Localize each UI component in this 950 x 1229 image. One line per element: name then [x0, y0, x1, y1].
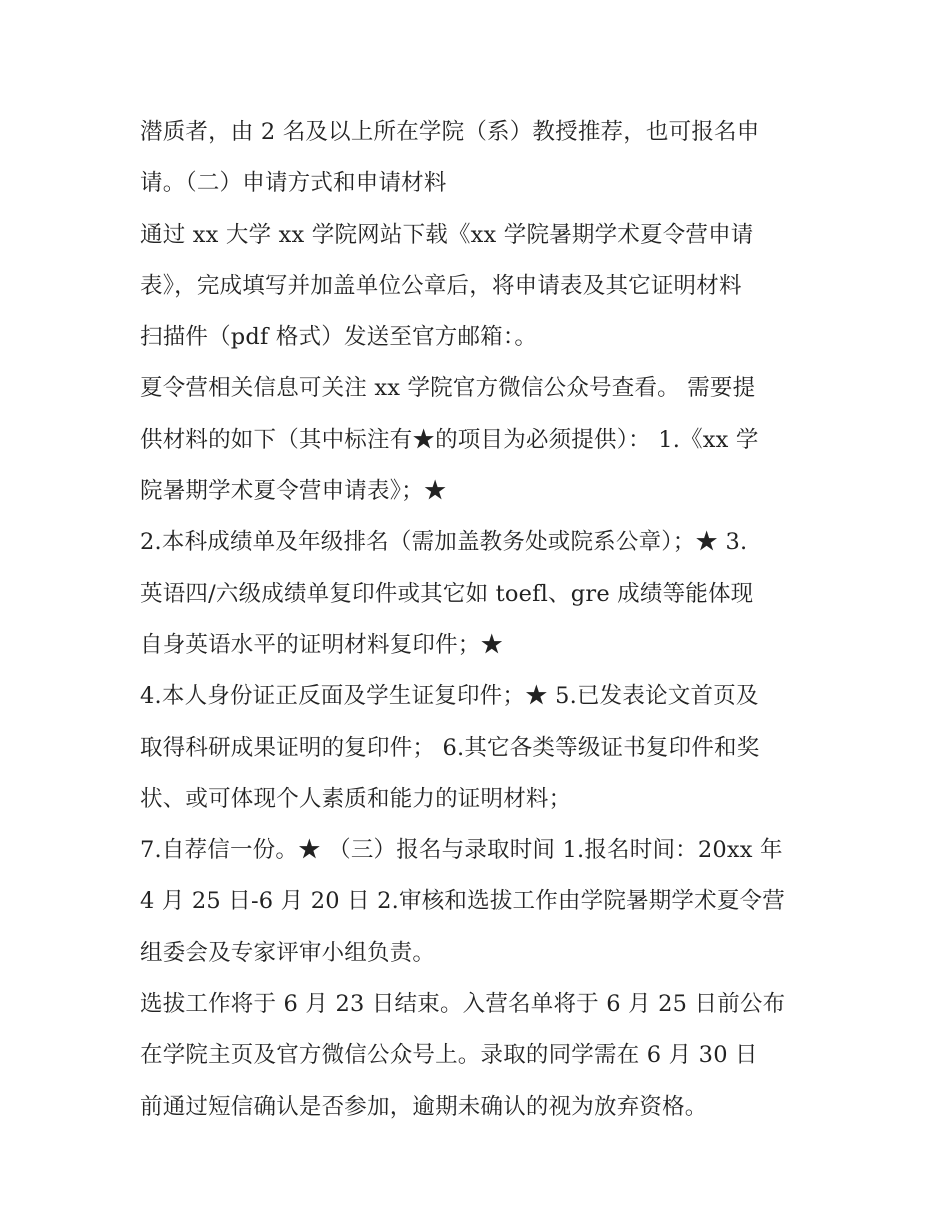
text-line: 夏令营相关信息可关注 xx 学院官方微信公众号查看。 需要提 — [140, 375, 756, 402]
text-line: 选拔工作将于 6 月 23 日结束。入营名单将于 6 月 25 日前公布 — [140, 991, 786, 1018]
text-line: 7.自荐信一份。★ （三）报名与录取时间 1.报名时间：20xx 年 — [140, 837, 783, 864]
text-line: 前通过短信确认是否参加，逾期未确认的视为放弃资格。 — [140, 1093, 708, 1120]
text-line: 供材料的如下（其中标注有★的项目为必须提供）： 1.《xx 学 — [140, 426, 759, 453]
text-line: 扫描件（pdf 格式）发送至官方邮箱：。 — [140, 324, 538, 351]
text-line: 院暑期学术夏令营申请表》；★ — [140, 478, 447, 505]
document-body — [140, 107, 830, 1133]
text-line: 状、或可体现个人素质和能力的证明材料； — [140, 785, 572, 812]
text-line: 潜质者，由 2 名及以上所在学院（系）教授推荐，也可报名申 — [140, 119, 760, 145]
text-line: 4 月 25 日-6 月 20 日 2.审核和选拔工作由学院暑期学术夏令营 — [140, 888, 785, 915]
text-line: 组委会及专家评审小组负责。 — [140, 939, 436, 966]
text-line: 自身英语水平的证明材料复印件；★ — [140, 631, 504, 658]
text-line: 通过 xx 大学 xx 学院网站下载《xx 学院暑期学术夏令营申请 — [140, 221, 754, 248]
text-line: 在学院主页及官方微信公众号上。录取的同学需在 6 月 30 日 — [140, 1042, 758, 1069]
text-line: 英语四/六级成绩单复印件或其它如 toefl、gre 成绩等能体现 — [140, 580, 754, 607]
text-line: 2.本科成绩单及年级排名（需加盖教务处或院系公章）；★ 3. — [140, 529, 748, 556]
text-line: 取得科研成果证明的复印件； 6.其它各类等级证书复印件和奖 — [140, 734, 760, 761]
text-line: 表》，完成填写并加盖单位公章后，将申请表及其它证明材料 — [140, 272, 742, 299]
text-line: 4.本人身份证正反面及学生证复印件；★ 5.已发表论文首页及 — [140, 683, 759, 710]
text-line: 请。（二）申请方式和申请材料 — [140, 170, 447, 197]
